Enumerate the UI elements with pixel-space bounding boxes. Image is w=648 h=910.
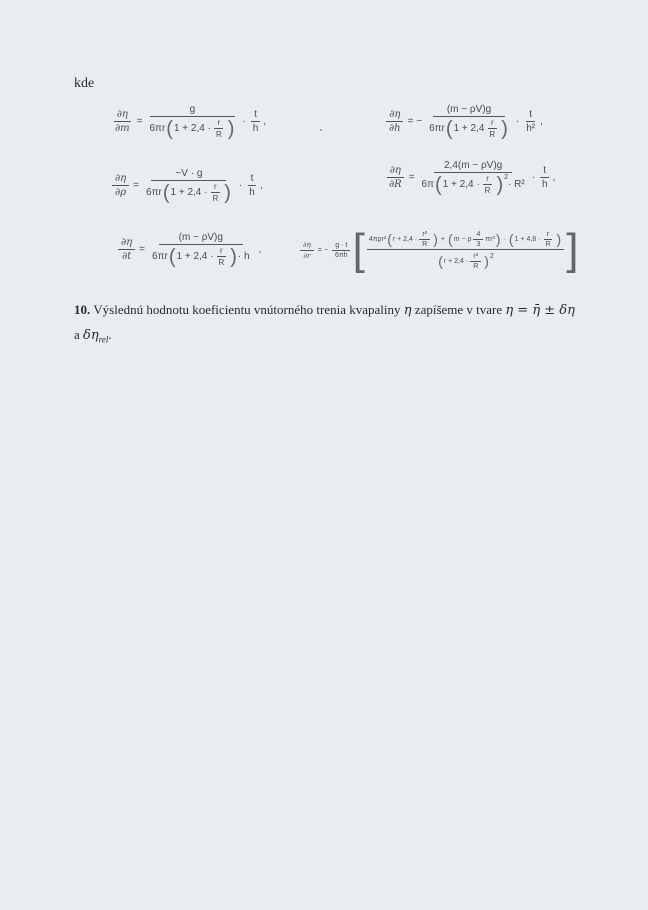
equation-partial-t: $\frac{\partial\eta}{\partial t}$ = (m − ρV)g 6πr ( 1 + 2,4 · $\frac{r}{R}$ ) · h , — [116, 232, 261, 267]
item-number: 10. — [74, 302, 91, 317]
item-10-paragraph: 10. Výslednú hodnotu koeficientu vnútorného trenia kvapaliny η zapíšeme v tvare η = η̄ ± δη a $\delta\eta_{rel}$. — [74, 302, 575, 345]
equation-partial-R: $\frac{\partial\eta}{\partial R}$ = 2,4(m − ρV)g 6π ( 1 + 2,4 · $\frac{r}{R}$ ) $^2$ · R² · $\frac{t}{h}$ , — [384, 160, 555, 195]
result-formula: η = η̄ ± δη — [505, 303, 575, 318]
equation-partial-m: $\frac{\partial\eta}{\partial m}$ = g 6πr ( 1 + 2,4 · $\frac{r}{R}$ ) · $\frac{t}{h}$ , — [110, 104, 266, 139]
equation-partial-r: $\frac{\partial\eta}{\partial r}$ = − $\frac{g \cdot t}{6\pi h}$ [ 4πρr² ( r + 2,4 · $\frac{\text{r²}}{R}$ ) + ( m − ρ $\frac{4}{3}$ πr³ ) · ( 1 + 4,8 · $\frac{r}{R}$ ) ( r + 2,4 · $\frac{\text{r²}}{R}$ ) 2 ] — [298, 228, 578, 272]
stray-dot — [320, 129, 322, 131]
lhs-fraction: $\frac{\partial\eta}{\partial m}$ — [115, 109, 130, 134]
equation-partial-rho: $\frac{\partial\eta}{\partial\rho}$ = −V · g 6πr ( 1 + 2,4 · $\frac{r}{R}$ ) · $\frac{t}{h}$ , — [110, 168, 263, 203]
main-fraction: g 6πr ( 1 + 2,4 · $\frac{r}{R}$ ) — [149, 104, 235, 140]
intro-word: kde — [74, 76, 95, 91]
equation-partial-h: $\frac{\partial\eta}{\partial h}$ = − (m − ρV)g 6πr ( 1 + 2,4 $\frac{r}{R}$ ) · $\frac{t}{\text{h²}}$ , — [384, 104, 543, 139]
